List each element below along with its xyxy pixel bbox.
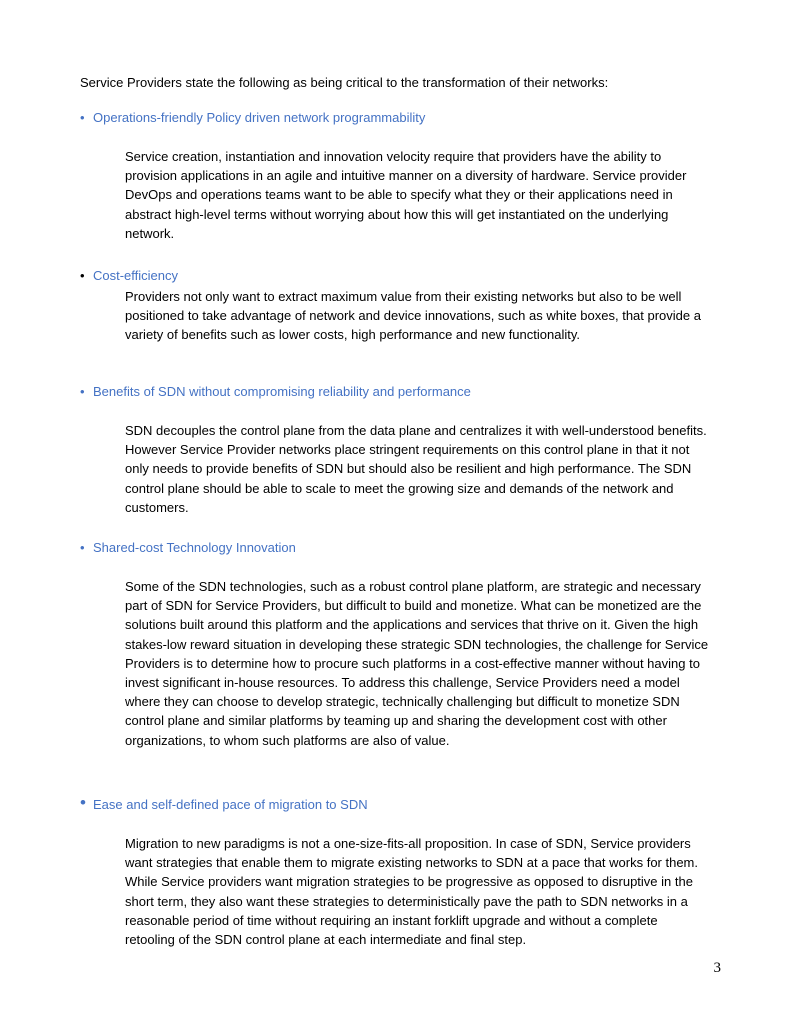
section-cost-efficiency <box>80 266 720 345</box>
section-migration <box>80 795 720 949</box>
section-shared-cost <box>80 538 720 750</box>
section-heading-text: Shared-cost Technology Innovation <box>93 540 296 555</box>
section-body: SDN decouples the control plane from the data plane and centralizes it with well-understood benefits. However Service Provider networks place stringent requirements on this control plane in that it not only needs to provide benefits of SDN but should also be resilient and high performance. The SDN control plane should be able to scale to meet the growing size and demands of the network and customers. <box>125 423 707 515</box>
section-policy-programmability <box>80 108 720 243</box>
bullet-icon: • <box>80 793 86 812</box>
section-body: Migration to new paradigms is not a one-size-fits-all proposition. In case of SDN, Service providers want strategies that enable them to migrate existing networks to SDN at a pace that works for them. While Service providers want migration strategies to be progressive as opposed to disruptive in the short term, they also want these strategies to deterministically pave the path to SDN networks in a reasonable period of time without requiring an instant forklift upgrade and without a complete retooling of the SDN control plane at each intermediate and final step. <box>125 836 698 948</box>
section-body: Service creation, instantiation and innovation velocity require that providers have the ability to provision applications in an agile and intuitive manner on a diversity of hardware. Service provider DevOps and operations teams want to be able to specify what they or their applications need in abstract high-level terms without worrying about how this will get instantiated on the underlying network. <box>125 149 687 241</box>
section-sdn-benefits <box>80 382 720 517</box>
intro-paragraph: Service Providers state the following as being critical to the transformation of their networks: <box>80 75 609 90</box>
section-heading <box>80 382 720 401</box>
bullet-icon: • <box>80 110 85 125</box>
section-heading <box>80 795 720 814</box>
section-body: Some of the SDN technologies, such as a robust control plane platform, are strategic and necessary part of SDN for Service Providers, but difficult to build and monetize. What can be monetized are the solutions built around this platform and the applications and services that thrive on it. Given the high stakes-low reward situation in developing these strategic SDN technologies, the challenge for Service Providers is to determine how to procure such platforms in a cost-effective manner without having to invest significant in-house resources. To address this challenge, Service Providers need a model where they can choose to develop strategic, technically challenging but difficult to monetize SDN control plane and similar platforms by teaming up and sharing the development cost with other organizations, to whom such platforms are also of value. <box>125 579 709 748</box>
section-heading <box>80 266 720 285</box>
section-heading <box>80 538 720 557</box>
bullet-icon: • <box>80 540 85 555</box>
bullet-icon: • <box>80 268 85 283</box>
section-heading-text: Operations-friendly Policy driven network programmability <box>93 110 426 125</box>
section-body: Providers not only want to extract maximum value from their existing networks but also to be well positioned to take advantage of network and device innovations, such as white boxes, that provide a variety of benefits such as lower costs, high performance and new functionality. <box>125 289 701 343</box>
section-heading-text: Ease and self-defined pace of migration to SDN <box>93 797 368 812</box>
section-heading-text: Benefits of SDN without compromising reliability and performance <box>93 384 471 399</box>
page-number: 3 <box>713 960 721 976</box>
section-heading-text: Cost-efficiency <box>93 268 179 283</box>
section-heading <box>80 108 720 127</box>
bullet-icon: • <box>80 384 85 399</box>
